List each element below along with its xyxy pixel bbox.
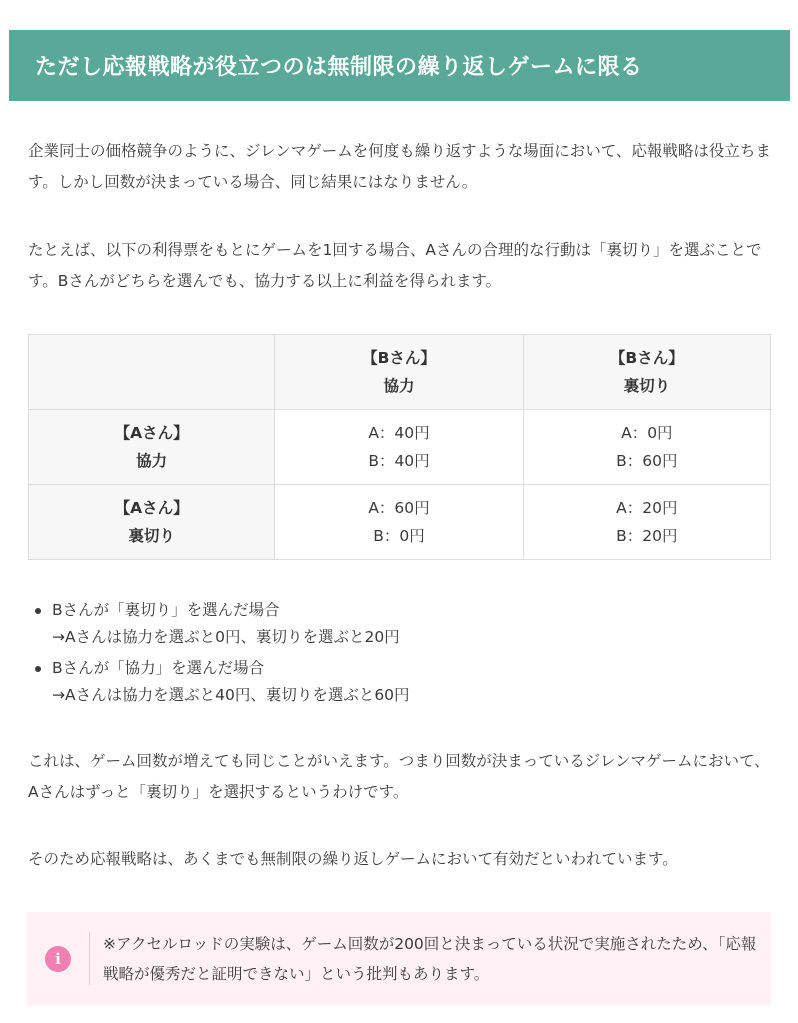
bullet-dot — [35, 666, 41, 672]
payoff-a: A：20円 — [616, 499, 678, 517]
bullet-result: →Aさんは協力を選ぶと40円、裏切りを選ぶと60円 — [52, 686, 410, 704]
row-header-cell — [29, 410, 275, 485]
header-player: 【Bさん】 — [609, 349, 684, 367]
payoff-b: B：60円 — [616, 452, 678, 470]
payoff-b: B：0円 — [373, 527, 425, 545]
info-note — [27, 912, 771, 1005]
bullet-dot — [35, 608, 41, 614]
payoff-b: B：40円 — [368, 452, 430, 470]
bullet-result: →Aさんは協力を選ぶと0円、裏切りを選ぶと20円 — [52, 628, 400, 646]
table-corner-cell — [29, 335, 275, 410]
row-header-cell — [29, 485, 275, 560]
note-text: ※アクセルロッドの実験は、ゲーム回数が200回と決まっている状況で実施されたため、「応報戦略が優秀だと証明できない」という批判もあります。 — [103, 935, 757, 983]
table-row — [29, 410, 771, 485]
header-player: 【Bさん】 — [362, 349, 436, 367]
paragraph-conclusion: これは、ゲーム回数が増えても同じことがいえます。つまり回数が決まっているジレンマゲームにおいて、Aさんはずっと「裏切り」を選択するというわけです。 — [28, 752, 770, 801]
payoff-cell — [275, 410, 523, 485]
table-header-cell — [523, 335, 770, 410]
list-item — [28, 655, 410, 709]
payoff-table — [28, 334, 771, 560]
paragraph-example: たとえば、以下の利得票をもとにゲームを1回する場合、Aさんの合理的な行動は「裏切り」を選ぶことです。Bさんがどちらを選んでも、協力する以上に利益を得られます。 — [28, 241, 762, 290]
info-icon: i — [45, 946, 71, 972]
row-action: 裏切り — [128, 527, 175, 545]
list-item — [28, 597, 410, 651]
row-action: 協力 — [136, 452, 168, 470]
payoff-b: B：20円 — [616, 527, 678, 545]
table-row — [29, 485, 771, 560]
payoff-a: A：40円 — [368, 424, 430, 442]
row-player: 【Aさん】 — [114, 424, 189, 442]
bullet-list — [28, 597, 410, 713]
header-action: 協力 — [383, 377, 415, 395]
paragraph-intro: 企業同士の価格競争のように、ジレンマゲームを何度も繰り返すような場面において、応報戦略は役立ちます。しかし回数が決まっている場合、同じ結果にはなりません。 — [28, 142, 771, 191]
paragraph-summary: そのため応報戦略は、あくまでも無制限の繰り返しゲームにおいて有効だといわれています。 — [28, 850, 678, 868]
payoff-a: A：0円 — [621, 424, 673, 442]
payoff-a: A：60円 — [368, 499, 430, 517]
bullet-condition: Bさんが「協力」を選んだ場合 — [52, 659, 265, 677]
row-player: 【Aさん】 — [114, 499, 189, 517]
header-action: 裏切り — [623, 377, 671, 395]
note-divider — [89, 932, 90, 985]
bullet-condition: Bさんが「裏切り」を選んだ場合 — [52, 601, 280, 619]
table-header-row — [29, 335, 771, 410]
payoff-cell — [523, 410, 770, 485]
table-header-cell — [275, 335, 523, 410]
payoff-cell — [275, 485, 523, 560]
payoff-cell — [523, 485, 770, 560]
section-heading: ただし応報戦略が役立つのは無制限の繰り返しゲームに限る — [9, 30, 790, 101]
